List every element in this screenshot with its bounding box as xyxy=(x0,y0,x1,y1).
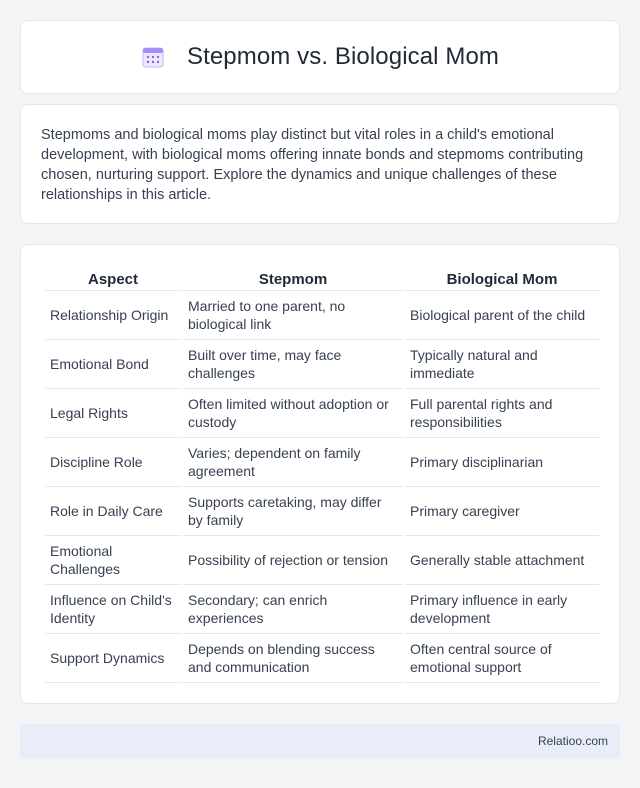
table-cell: Depends on blending success and communication xyxy=(183,634,403,683)
table-cell: Typically natural and immediate xyxy=(405,340,599,389)
table-cell: Varies; dependent on family agreement xyxy=(183,438,403,487)
table-row xyxy=(45,340,599,389)
table-row xyxy=(45,536,599,585)
column-header: Biological Mom xyxy=(405,265,599,291)
table-row xyxy=(45,487,599,536)
page-title: Stepmom vs. Biological Mom xyxy=(186,43,500,70)
table-cell: Married to one parent, no biological link xyxy=(183,291,403,340)
column-header: Aspect xyxy=(45,265,181,291)
table-cell: Generally stable attachment xyxy=(405,536,599,585)
table-row xyxy=(45,438,599,487)
table-cell: Biological parent of the child xyxy=(405,291,599,340)
intro-card xyxy=(20,104,620,224)
table-cell: Primary influence in early development xyxy=(405,585,599,634)
table-cell: Full parental rights and responsibilities xyxy=(405,389,599,438)
comparison-table xyxy=(43,265,601,683)
table-header-row xyxy=(45,265,599,291)
table-cell: Relationship Origin xyxy=(45,291,181,340)
table-cell: Influence on Child's Identity xyxy=(45,585,181,634)
intro-text: Stepmoms and biological moms play distinct but vital roles in a child's emotional development, with biological moms offering innate bonds and stepmoms contributing chosen, nurturing support. Explore the dynamics and unique challenges of these relationships in this article. xyxy=(41,127,584,203)
table-row xyxy=(45,389,599,438)
column-header: Stepmom xyxy=(183,265,403,291)
table-cell: Often limited without adoption or custody xyxy=(183,389,403,438)
table-cell: Support Dynamics xyxy=(45,634,181,683)
table-cell: Possibility of rejection or tension xyxy=(183,536,403,585)
table-cell: Legal Rights xyxy=(45,389,181,438)
calendar-icon xyxy=(141,45,165,69)
table-row xyxy=(45,291,599,340)
table-cell: Discipline Role xyxy=(45,438,181,487)
table-cell: Secondary; can enrich experiences xyxy=(183,585,403,634)
table-row xyxy=(45,634,599,683)
table-cell: Role in Daily Care xyxy=(45,487,181,536)
table-cell: Emotional Challenges xyxy=(45,536,181,585)
table-cell: Primary disciplinarian xyxy=(405,438,599,487)
footer-bar xyxy=(20,724,620,758)
comparison-card xyxy=(20,244,620,704)
footer-brand: Relatioo.com xyxy=(537,734,608,748)
table-cell: Emotional Bond xyxy=(45,340,181,389)
table-cell: Supports caretaking, may differ by family xyxy=(183,487,403,536)
title-card xyxy=(20,20,620,94)
table-cell: Often central source of emotional support xyxy=(405,634,599,683)
table-row xyxy=(45,585,599,634)
table-cell: Primary caregiver xyxy=(405,487,599,536)
table-cell: Built over time, may face challenges xyxy=(183,340,403,389)
